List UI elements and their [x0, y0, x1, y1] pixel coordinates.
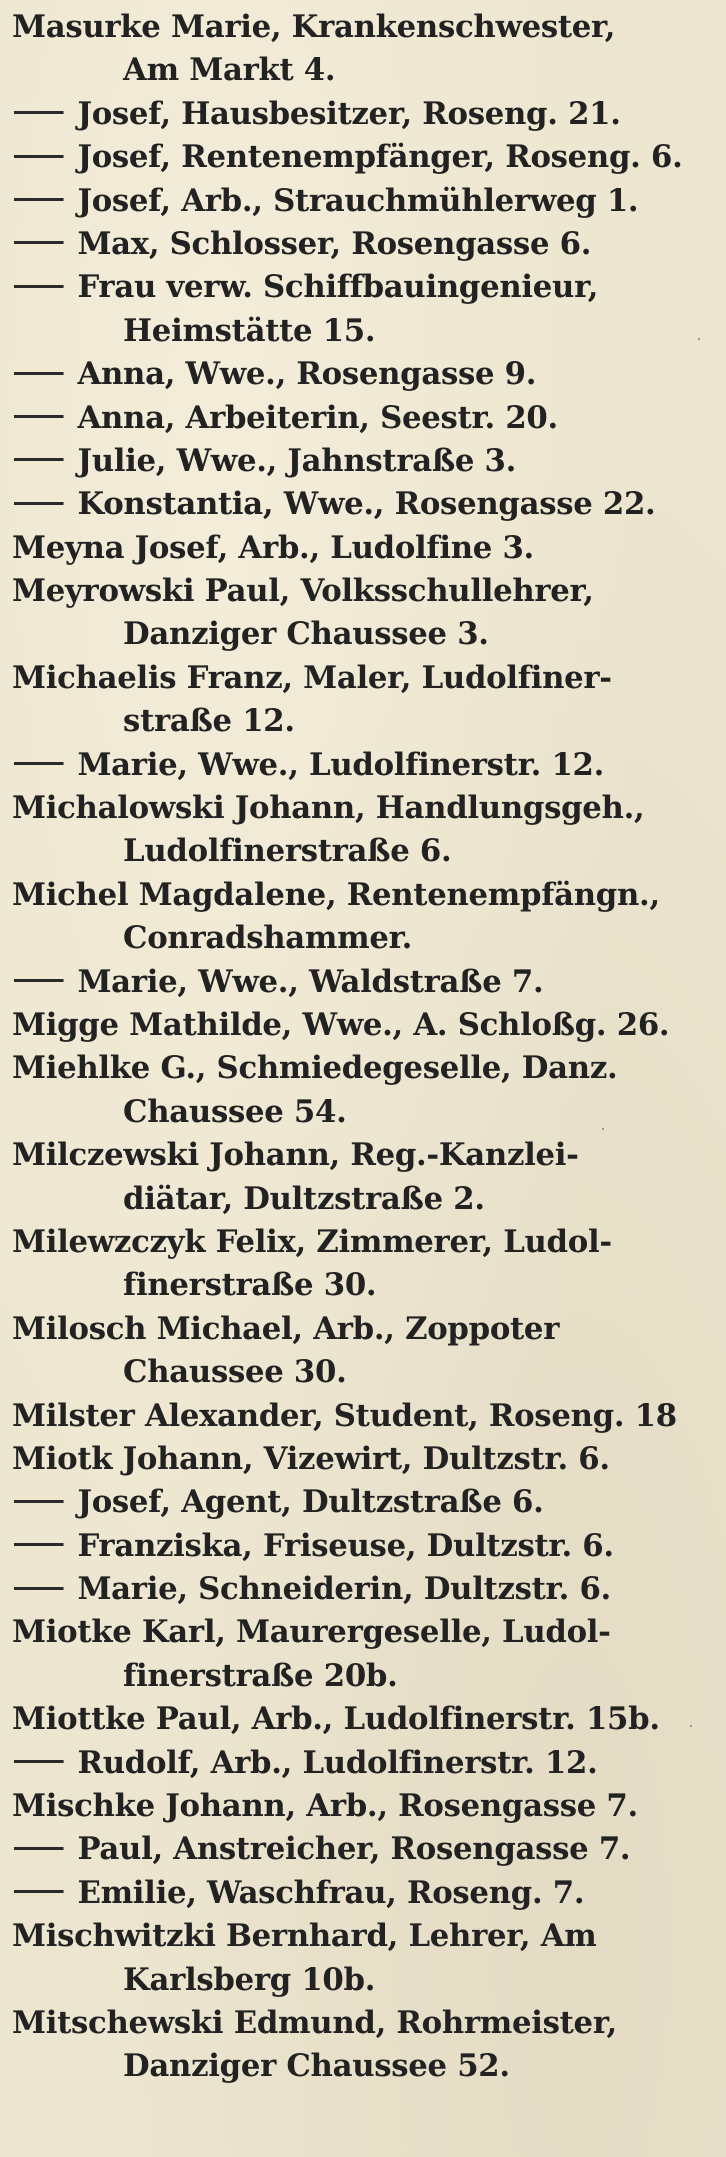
directory-entry-line	[12, 1698, 720, 1741]
entry-text: Meyna Josef, Arb., Ludolfine 3.	[12, 529, 534, 566]
entry-text: Josef, Arb., Strauchmühlerweg 1.	[77, 182, 639, 219]
repeat-surname-entry-line	[12, 180, 720, 223]
directory-entry-line	[12, 1047, 720, 1090]
directory-entry-continuation	[12, 2045, 720, 2088]
entry-text: Michalowski Johann, Handlungsgeh.,	[12, 790, 645, 827]
directory-entry-continuation	[12, 1264, 720, 1307]
directory-entry-line	[12, 1308, 720, 1351]
entry-text: Milczewski Johann, Reg.-Kanzlei-	[12, 1137, 579, 1174]
entry-text: straße 12.	[123, 703, 295, 740]
entry-text: Milosch Michael, Arb., Zoppoter	[12, 1310, 560, 1347]
entry-text: Josef, Agent, Dultzstraße 6.	[77, 1484, 544, 1521]
entry-text: Max, Schlosser, Rosengasse 6.	[77, 225, 592, 262]
entry-text: Heimstätte 15.	[123, 312, 376, 349]
directory-entry-line	[12, 6, 720, 49]
repeat-dash-icon	[14, 1587, 64, 1590]
repeat-dash-icon	[14, 111, 64, 114]
directory-entry-continuation	[12, 1959, 720, 2002]
entry-text: Karlsberg 10b.	[123, 1961, 376, 1998]
repeat-surname-entry-line	[12, 136, 720, 179]
entry-text: finerstraße 20b.	[123, 1657, 398, 1694]
entry-text: Mischke Johann, Arb., Rosengasse 7.	[12, 1788, 638, 1825]
directory-entry-line	[12, 657, 720, 700]
repeat-dash-icon	[14, 415, 64, 418]
repeat-surname-entry-line	[12, 1481, 720, 1524]
entry-text: Milster Alexander, Student, Roseng. 18	[12, 1397, 677, 1434]
entry-text: Mitschewski Edmund, Rohrmeister,	[12, 2004, 617, 2041]
directory-entry-continuation	[12, 49, 720, 92]
repeat-surname-entry-line	[12, 353, 720, 396]
directory-entry-continuation	[12, 700, 720, 743]
directory-entry-line	[12, 1438, 720, 1481]
entry-text: Danziger Chaussee 52.	[123, 2048, 510, 2085]
entry-text: Milewzczyk Felix, Zimmerer, Ludol-	[12, 1223, 612, 1260]
repeat-dash-icon	[14, 241, 64, 244]
repeat-dash-icon	[14, 502, 64, 505]
repeat-dash-icon	[14, 1543, 64, 1546]
directory-entry-continuation	[12, 830, 720, 873]
directory-entry-line	[12, 1004, 720, 1047]
repeat-surname-entry-line	[12, 1525, 720, 1568]
entry-text: Masurke Marie, Krankenschwester,	[12, 9, 616, 45]
directory-entry-line	[12, 787, 720, 830]
directory-entry-line	[12, 570, 720, 613]
repeat-surname-entry-line	[12, 1872, 720, 1915]
directory-entry-line	[12, 1221, 720, 1264]
directory-entry-continuation	[12, 1655, 720, 1698]
repeat-surname-entry-line	[12, 961, 720, 1004]
entry-text: Michel Magdalene, Rentenempfängn.,	[12, 876, 660, 913]
entry-text: Julie, Wwe., Jahnstraße 3.	[77, 442, 517, 479]
entry-text: Franziska, Friseuse, Dultzstr. 6.	[77, 1527, 614, 1564]
entry-text: Paul, Anstreicher, Rosengasse 7.	[77, 1831, 631, 1868]
paper-speck	[698, 338, 700, 340]
entry-text: Josef, Rentenempfänger, Roseng. 6.	[77, 139, 683, 176]
directory-entry-line	[12, 1915, 720, 1958]
entry-text: Anna, Wwe., Rosengasse 9.	[77, 356, 537, 393]
repeat-dash-icon	[14, 1760, 64, 1763]
directory-entry-continuation	[12, 1091, 720, 1134]
repeat-dash-icon	[14, 1500, 64, 1503]
directory-entry-line	[12, 1611, 720, 1654]
repeat-surname-entry-line	[12, 397, 720, 440]
entry-text: Josef, Hausbesitzer, Roseng. 21.	[77, 95, 621, 132]
entry-text: Migge Mathilde, Wwe., A. Schloßg. 26.	[12, 1006, 670, 1043]
directory-entry-line	[12, 1134, 720, 1177]
entry-text: finerstraße 30.	[123, 1267, 377, 1304]
repeat-surname-entry-line	[12, 93, 720, 136]
entry-text: Anna, Arbeiterin, Seestr. 20.	[77, 399, 558, 436]
entry-text: Danziger Chaussee 3.	[123, 616, 489, 653]
directory-entry-line	[12, 874, 720, 917]
repeat-surname-entry-line	[12, 440, 720, 483]
repeat-dash-icon	[14, 458, 64, 461]
directory-entry-continuation	[12, 310, 720, 353]
repeat-surname-entry-line	[12, 744, 720, 787]
entry-text: Am Markt 4.	[123, 52, 336, 89]
repeat-surname-entry-line	[12, 1742, 720, 1785]
entry-text: Chaussee 54.	[123, 1093, 347, 1130]
directory-entry-line	[12, 2002, 720, 2045]
directory-entry-continuation	[12, 613, 720, 656]
address-directory-listing	[12, 6, 726, 2089]
entry-text: Miehlke G., Schmiedegeselle, Danz.	[12, 1050, 618, 1087]
entry-text: Marie, Wwe., Ludolfinerstr. 12.	[77, 746, 605, 783]
repeat-dash-icon	[14, 1847, 64, 1850]
entry-text: Conradshammer.	[123, 920, 413, 957]
entry-text: Konstantia, Wwe., Rosengasse 22.	[77, 486, 656, 523]
directory-entry-continuation	[12, 917, 720, 960]
repeat-surname-entry-line	[12, 483, 720, 526]
entry-text: Chaussee 30.	[123, 1354, 347, 1391]
repeat-dash-icon	[14, 372, 64, 375]
repeat-surname-entry-line	[12, 1828, 720, 1871]
entry-text: Mischwitzki Bernhard, Lehrer, Am	[12, 1918, 597, 1955]
entry-text: Miotk Johann, Vizewirt, Dultzstr. 6.	[12, 1440, 610, 1477]
directory-entry-line	[12, 527, 720, 570]
repeat-dash-icon	[14, 762, 64, 765]
entry-text: Marie, Wwe., Waldstraße 7.	[77, 963, 544, 1000]
paper-speck	[602, 1128, 604, 1130]
repeat-surname-entry-line	[12, 1568, 720, 1611]
paper-speck	[690, 1725, 692, 1727]
entry-text: Meyrowski Paul, Volksschullehrer,	[12, 573, 594, 610]
directory-entry-continuation	[12, 1351, 720, 1394]
entry-text: Miottke Paul, Arb., Ludolfinerstr. 15b.	[12, 1701, 660, 1738]
entry-text: Emilie, Waschfrau, Roseng. 7.	[77, 1874, 585, 1911]
entry-text: diätar, Dultzstraße 2.	[123, 1180, 485, 1217]
repeat-dash-icon	[14, 155, 64, 158]
entry-text: Frau verw. Schiffbauingenieur,	[77, 269, 599, 306]
repeat-dash-icon	[14, 285, 64, 288]
entry-text: Ludolfinerstraße 6.	[123, 833, 452, 870]
entry-text: Rudolf, Arb., Ludolfinerstr. 12.	[77, 1744, 598, 1781]
entry-text: Miotke Karl, Maurergeselle, Ludol-	[12, 1614, 611, 1651]
entry-text: Michaelis Franz, Maler, Ludolfiner-	[12, 659, 612, 696]
repeat-surname-entry-line	[12, 223, 720, 266]
entry-text: Marie, Schneiderin, Dultzstr. 6.	[77, 1571, 611, 1608]
repeat-dash-icon	[14, 198, 64, 201]
repeat-dash-icon	[14, 1890, 64, 1893]
repeat-dash-icon	[14, 979, 64, 982]
directory-entry-line	[12, 1785, 720, 1828]
directory-entry-continuation	[12, 1178, 720, 1221]
repeat-surname-entry-line	[12, 266, 720, 309]
directory-entry-line	[12, 1395, 720, 1438]
